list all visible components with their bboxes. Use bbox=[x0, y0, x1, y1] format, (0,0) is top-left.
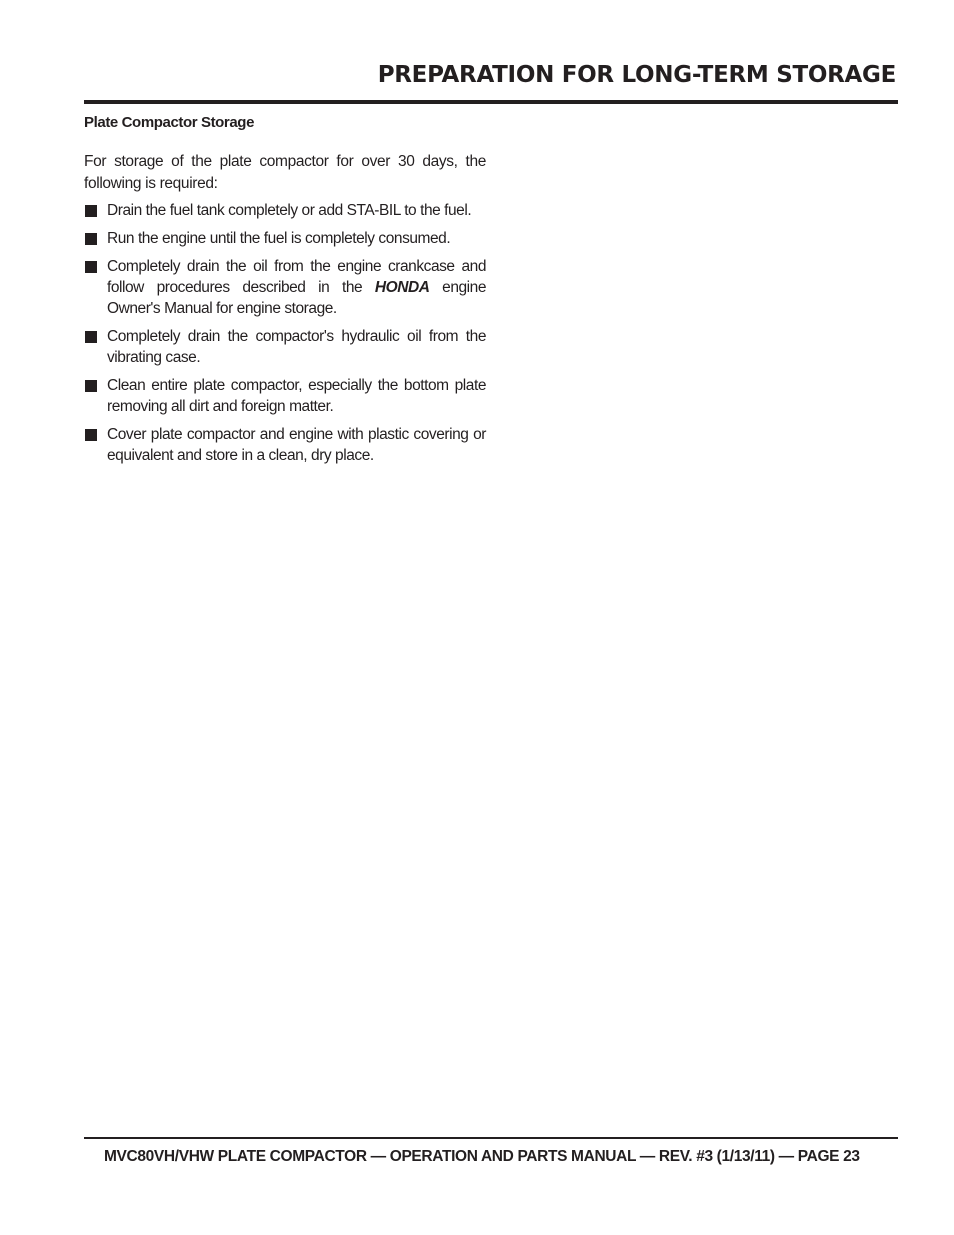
list-item-text: Clean entire plate compactor, especially the bottom plate removing all dirt and foreign matter. bbox=[107, 377, 486, 415]
storage-steps-list bbox=[84, 200, 486, 473]
list-item-text: Completely drain the compactor's hydraulic oil from the vibrating case. bbox=[107, 328, 486, 366]
list-item bbox=[84, 256, 486, 319]
list-item bbox=[84, 200, 486, 221]
list-item-text: engine Owner's Manual for engine storage. bbox=[107, 279, 487, 317]
square-bullet-icon bbox=[85, 205, 97, 217]
list-item bbox=[84, 424, 486, 466]
page-title: PREPARATION FOR LONG-TERM STORAGE bbox=[377, 62, 896, 88]
square-bullet-icon bbox=[85, 233, 97, 245]
list-item bbox=[84, 228, 486, 249]
square-bullet-icon bbox=[85, 429, 97, 441]
brand-emphasis: HONDA bbox=[374, 279, 430, 296]
list-item-text: Run the engine until the fuel is completely consumed. bbox=[107, 230, 451, 247]
list-item-text: Drain the fuel tank completely or add STA-BIL to the fuel. bbox=[107, 202, 472, 219]
list-item bbox=[84, 375, 486, 417]
footer-divider bbox=[84, 1137, 898, 1139]
square-bullet-icon bbox=[85, 261, 97, 273]
list-item bbox=[84, 326, 486, 368]
title-divider bbox=[84, 100, 898, 104]
section-heading: Plate Compactor Storage bbox=[84, 114, 255, 131]
page-footer: MVC80VH/VHW PLATE COMPACTOR — OPERATION AND PARTS MANUAL — REV. #3 (1/13/11) — PAGE 23 bbox=[104, 1148, 860, 1165]
list-item-text: Cover plate compactor and engine with plastic covering or equivalent and store in a clean, dry place. bbox=[107, 426, 486, 464]
list-item-text: Completely drain the oil from the engine crankcase and follow procedures described in the bbox=[107, 258, 486, 296]
square-bullet-icon bbox=[85, 331, 97, 343]
square-bullet-icon bbox=[85, 380, 97, 392]
intro-paragraph: For storage of the plate compactor for over 30 days, the following is required: bbox=[84, 153, 486, 192]
